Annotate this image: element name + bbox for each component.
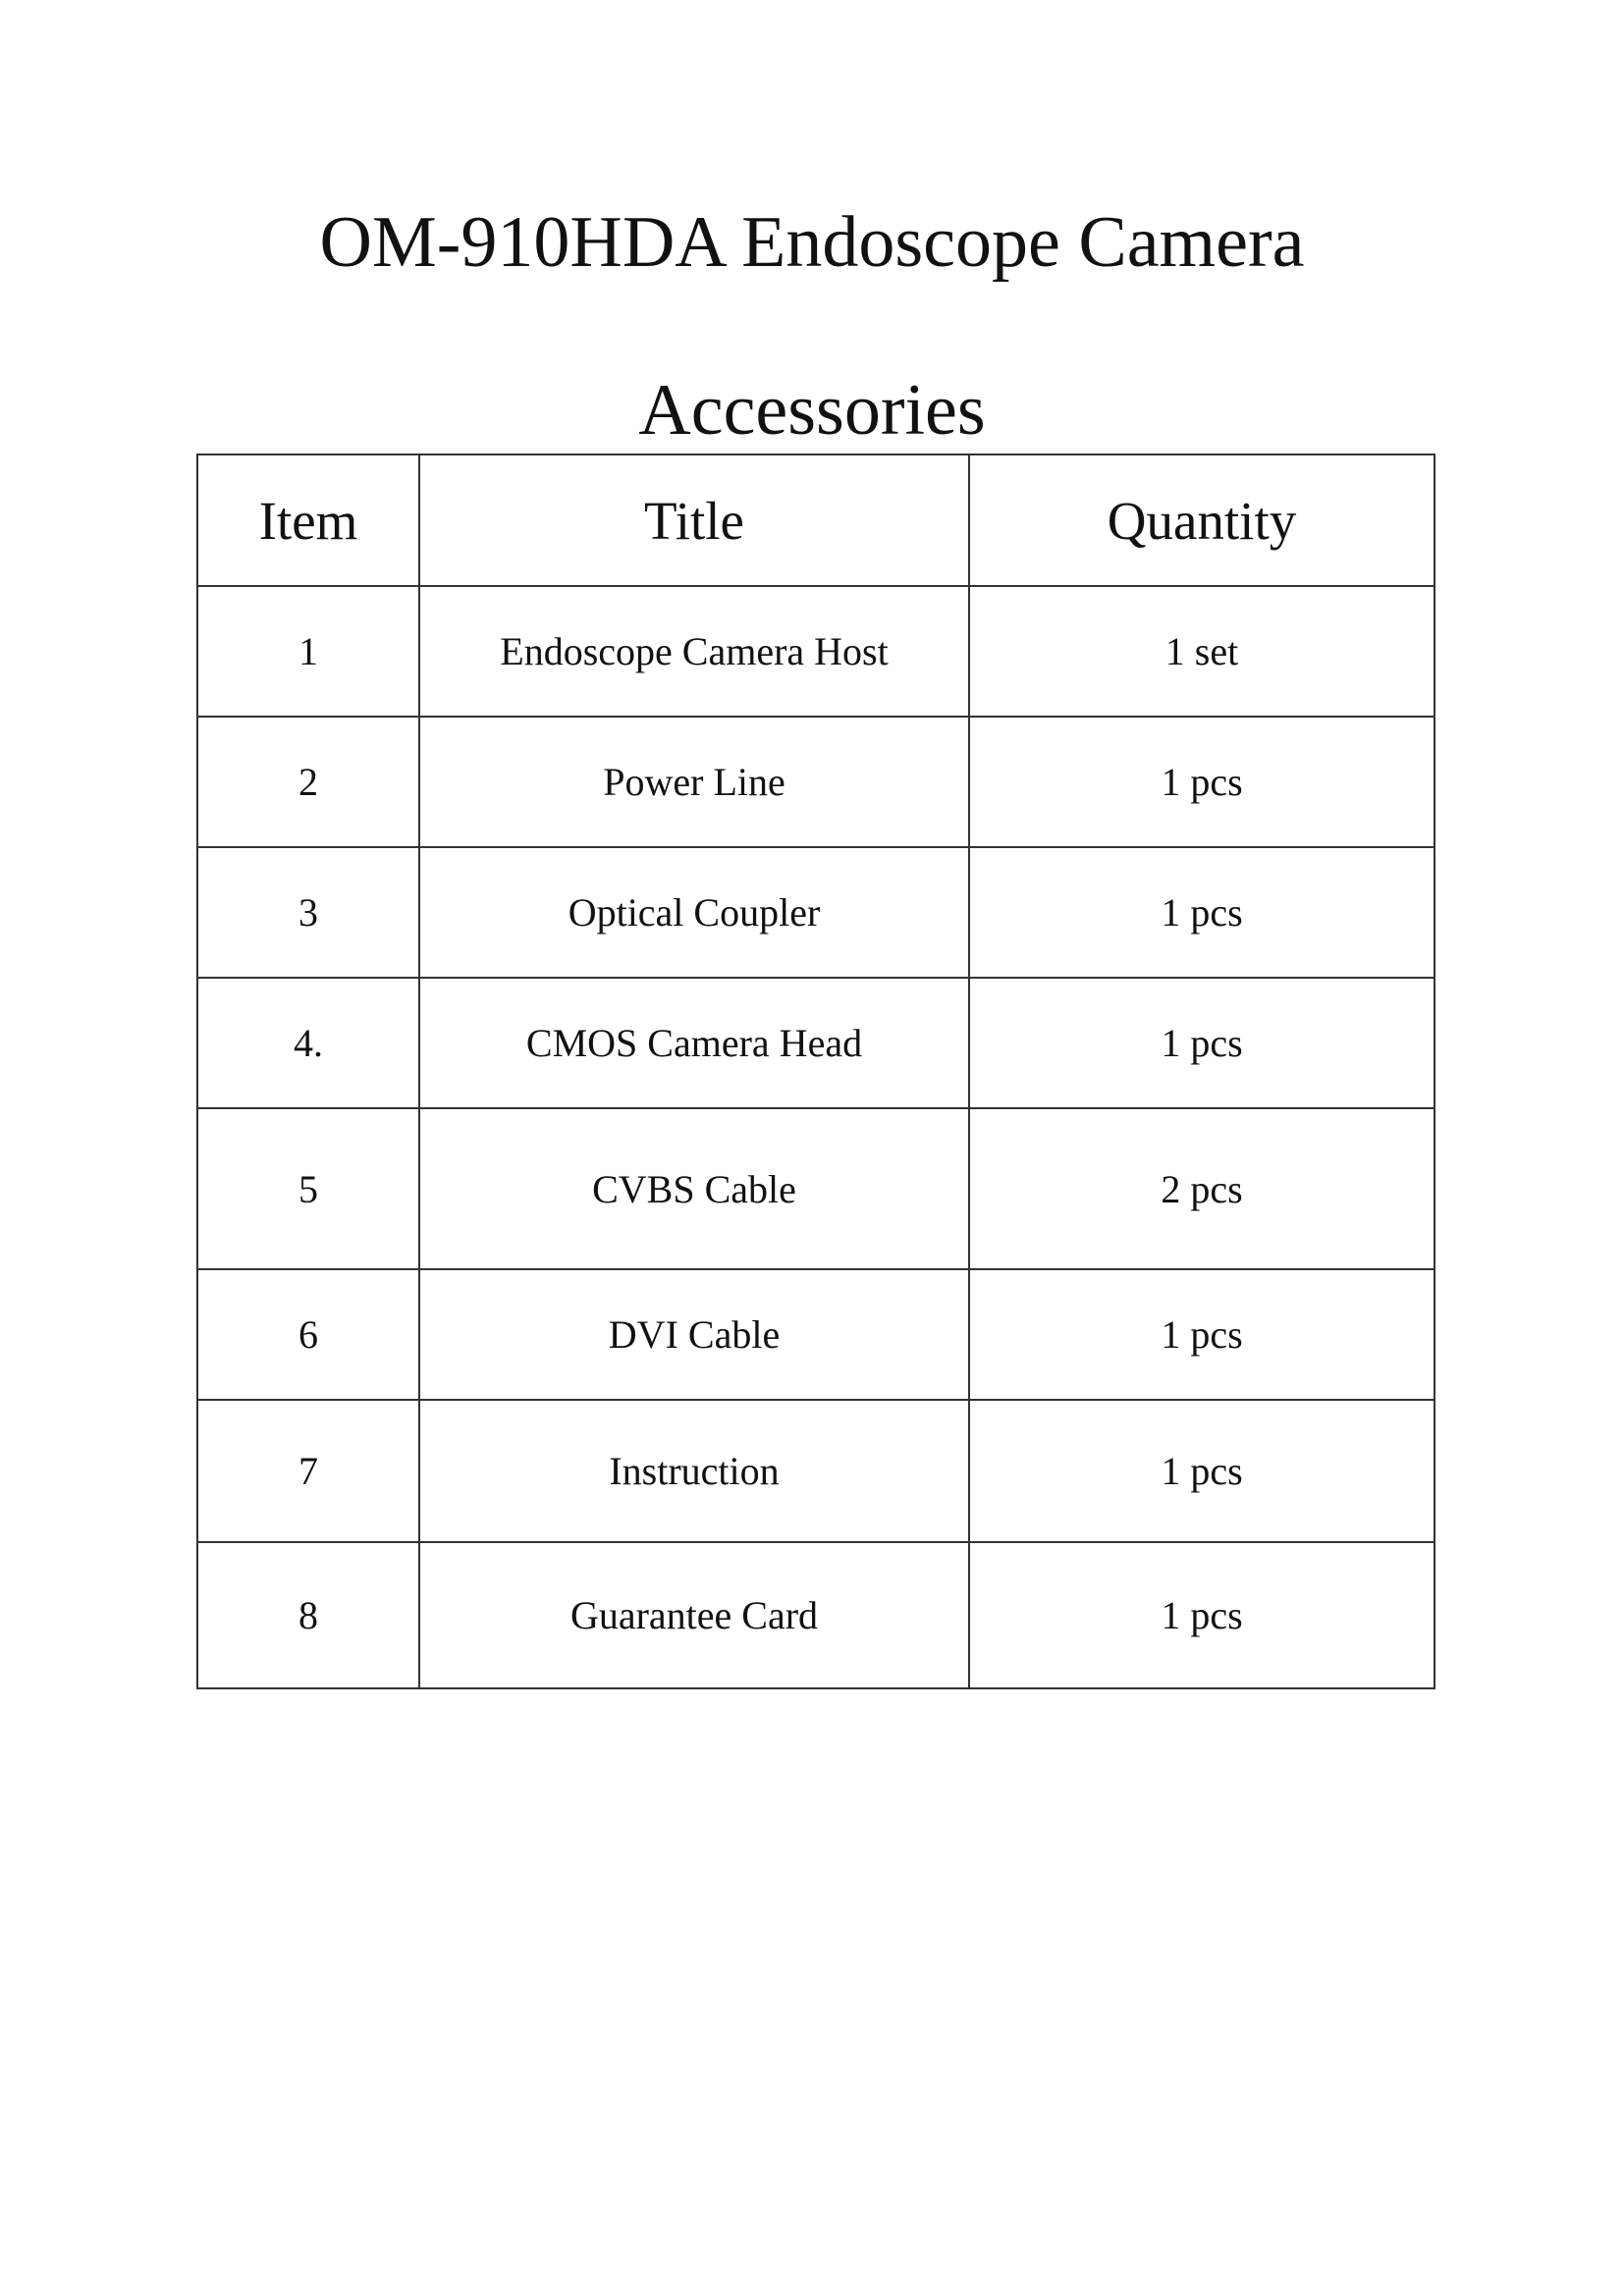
cell-item: 5 — [197, 1108, 419, 1269]
cell-item: 2 — [197, 717, 419, 847]
cell-item: 8 — [197, 1542, 419, 1688]
document-title: OM-910HDA Endoscope Camera — [319, 202, 1305, 283]
cell-quantity: 2 pcs — [969, 1108, 1435, 1269]
cell-quantity: 1 pcs — [969, 1400, 1435, 1542]
cell-title: DVI Cable — [419, 1269, 969, 1400]
table-header-row — [197, 454, 1435, 586]
cell-title: Instruction — [419, 1400, 969, 1542]
cell-title: CMOS Camera Head — [419, 978, 969, 1108]
table-row — [197, 1269, 1435, 1400]
cell-title: CVBS Cable — [419, 1108, 969, 1269]
cell-item: 1 — [197, 586, 419, 717]
cell-quantity: 1 pcs — [969, 1542, 1435, 1688]
cell-quantity: 1 set — [969, 586, 1435, 717]
table-row — [197, 1108, 1435, 1269]
cell-item: 3 — [197, 847, 419, 978]
cell-quantity: 1 pcs — [969, 717, 1435, 847]
table-row — [197, 847, 1435, 978]
accessories-table — [196, 454, 1435, 1689]
table-row — [197, 978, 1435, 1108]
cell-item: 4. — [197, 978, 419, 1108]
table-row — [197, 1400, 1435, 1542]
cell-item: 7 — [197, 1400, 419, 1542]
header-item: Item — [197, 454, 419, 586]
cell-quantity: 1 pcs — [969, 847, 1435, 978]
cell-title: Guarantee Card — [419, 1542, 969, 1688]
cell-title: Optical Coupler — [419, 847, 969, 978]
header-title: Title — [419, 454, 969, 586]
cell-quantity: 1 pcs — [969, 1269, 1435, 1400]
cell-quantity: 1 pcs — [969, 978, 1435, 1108]
table-row — [197, 1542, 1435, 1688]
section-heading: Accessories — [638, 370, 986, 451]
cell-title: Endoscope Camera Host — [419, 586, 969, 717]
header-quantity: Quantity — [969, 454, 1435, 586]
cell-title: Power Line — [419, 717, 969, 847]
table-row — [197, 586, 1435, 717]
cell-item: 6 — [197, 1269, 419, 1400]
table-row — [197, 717, 1435, 847]
